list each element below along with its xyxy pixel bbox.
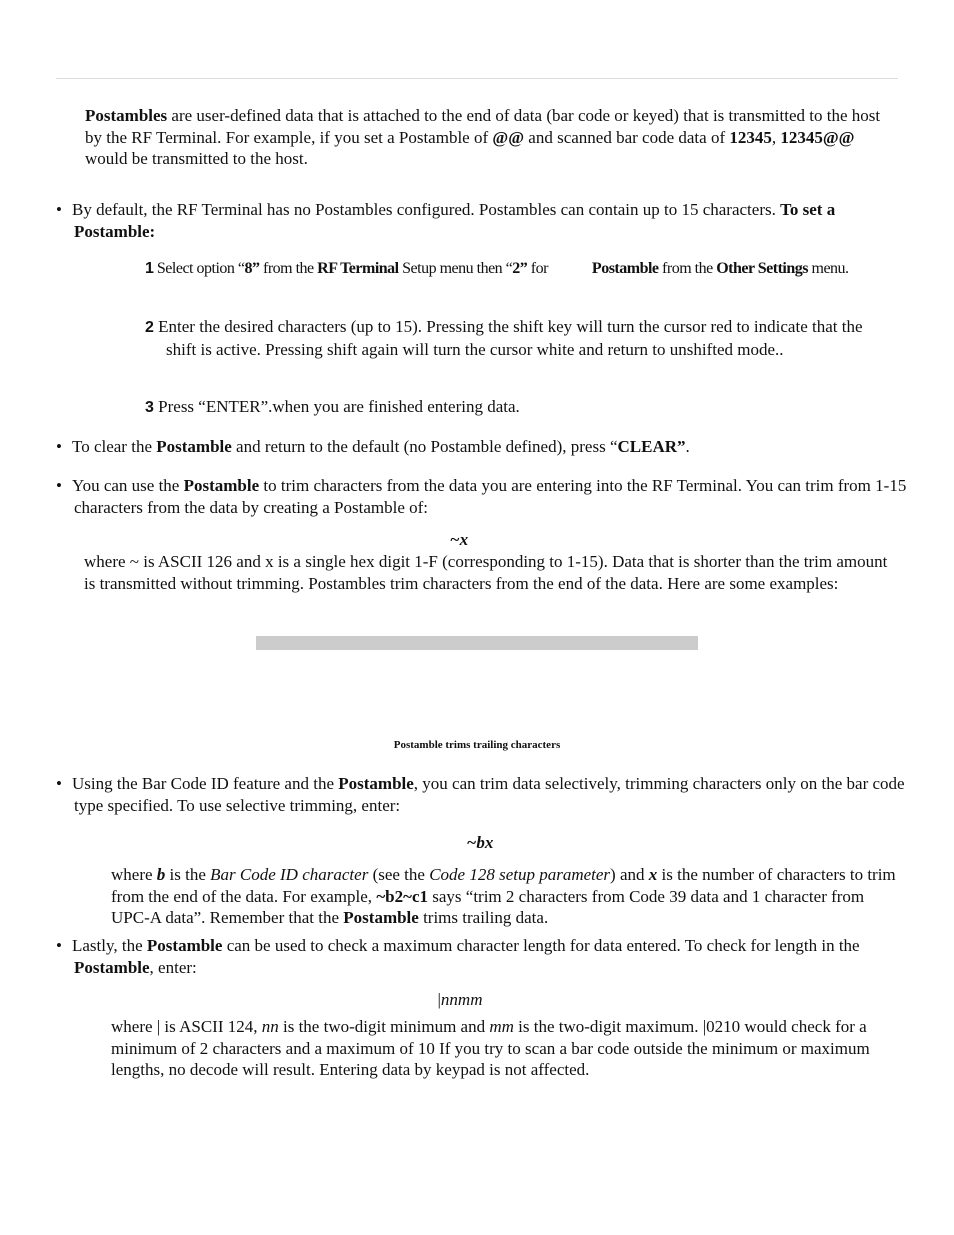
trim-code: ~x (449, 530, 469, 549)
step-number: 2 (145, 319, 154, 336)
examples-figure-placeholder (256, 636, 698, 650)
length-code: |nnmm (437, 990, 483, 1009)
bullet-icon: • (56, 936, 62, 955)
bullet-clear-postamble: • To clear the Postamble and return to the default (no Postamble defined), press “CLEAR”. (56, 437, 690, 456)
step-3: 3 Press “ENTER”.when you are finished entering data. (145, 397, 520, 416)
length-description: where | is ASCII 124, nn is the two-digit minimum and mm is the two-digit maximum. |0210 would check for a minimum of 2 characters and a maximum of 10 If you try to scan a bar code outside the minimum or maximum lengths, no decode will result. Entering data by keypad is not affected. (111, 1017, 870, 1079)
step-number: 3 (145, 399, 154, 416)
bullet-icon: • (56, 200, 62, 219)
bullet-length-check: • Lastly, the Postamble can be used to check a maximum character length for data entered. To check for length in the Postamble, enter: (56, 936, 860, 977)
bullet-icon: • (56, 476, 62, 495)
figure-caption: Postamble trims trailing characters (393, 739, 561, 751)
step-2: 2 Enter the desired characters (up to 15). Pressing the shift key will turn the cursor red to indicate that the shift is active. Pressing shift again will turn the cursor white and return to unshifted mode.. (145, 317, 863, 359)
step-number: 1 (145, 260, 154, 277)
trim-description: where ~ is ASCII 126 and x is a single hex digit 1-F (corresponding to 1-15). Data that is shorter than the trim amount is transmitted without trimming. Postambles trim characters from the end of the data. Here are some examples: (84, 552, 888, 593)
bullet-selective-trimming: • Using the Bar Code ID feature and the Postamble, you can trim data selectively, trimming characters only on the bar code type specified. To use selective trimming, enter: (56, 774, 905, 815)
bullet-default-config: • By default, the RF Terminal has no Postambles configured. Postambles can contain up to 15 characters. To set a Postamble: (56, 200, 836, 241)
selective-description: where b is the Bar Code ID character (see the Code 128 setup parameter) and x is the number of characters to trim from the end of the data. For example, ~b2~c1 says “trim 2 characters from Code 39 data and 1 character from UPC-A data”. Remember that the Postamble trims trailing data. (111, 865, 896, 927)
top-divider (56, 78, 898, 79)
selective-code: ~bx (466, 833, 494, 852)
intro-paragraph: Postambles are user-defined data that is attached to the end of data (bar code or keyed) that is transmitted to the host by the RF Terminal. For example, if you set a Postamble of @@ and scanned bar code data of 12345, 12345@@ would be transmitted to the host. (85, 106, 881, 168)
bullet-icon: • (56, 437, 62, 456)
bullet-trim-characters: • You can use the Postamble to trim characters from the data you are entering into the RF Terminal. You can trim from 1-15 characters from the data by creating a Postamble of: (56, 476, 907, 517)
bullet-icon: • (56, 774, 62, 793)
step-1: 1 Select option “8” from the RF Terminal Setup menu then “2” for Postamble from the Other Settings menu. (145, 260, 849, 277)
